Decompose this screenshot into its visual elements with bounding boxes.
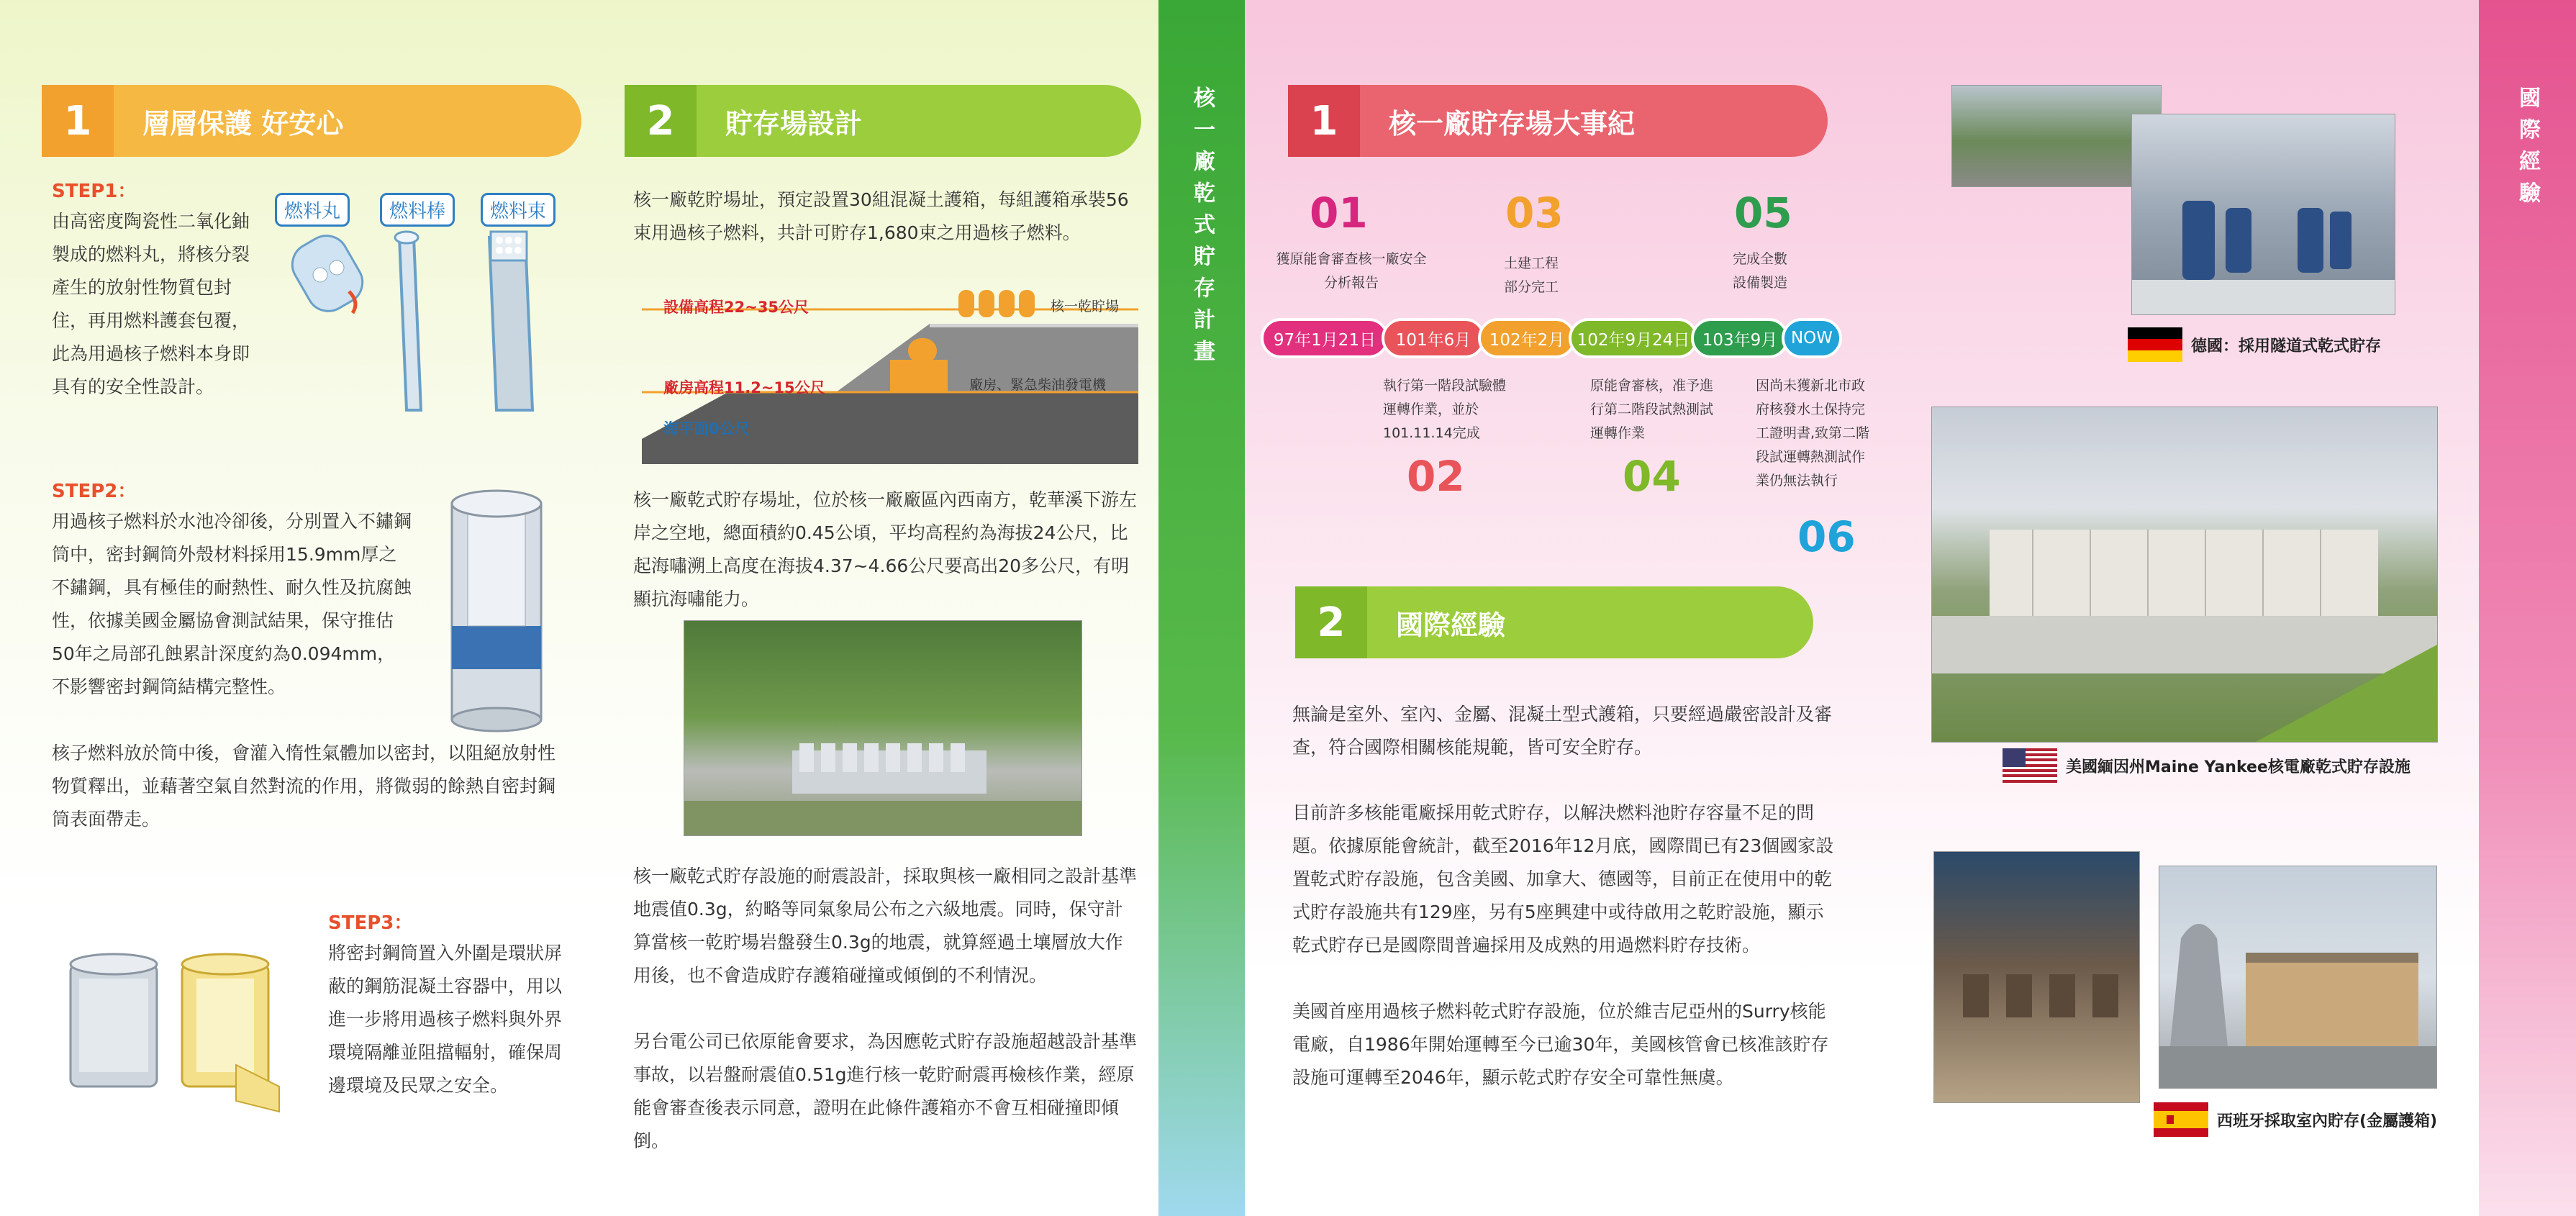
section-number: 1 — [1288, 85, 1360, 157]
label-sea-level: 海平面0公尺 — [663, 420, 750, 437]
germany-tunnel-exterior-photo — [1951, 85, 2162, 187]
elevation-diagram — [642, 284, 1138, 464]
fuel-rod-icon — [395, 232, 421, 410]
step1-text: 由高密度陶瓷性二氧化鈾製成的燃料丸，將核分裂產生的放射性物質包封住，再用燃料護套包覆，此為用過核子燃料本身即具有的安全性設計。 — [52, 211, 250, 397]
left-side-title: 核一廠乾式貯存計畫 — [1189, 86, 1215, 371]
right-side-strip — [2479, 0, 2576, 1216]
section-number: 2 — [1295, 586, 1367, 658]
step1-label: STEP1： — [52, 181, 137, 202]
dry-storage-site-photo — [684, 620, 1082, 836]
section-header-protection — [42, 85, 581, 157]
storage-para1: 核一廠乾貯場址，預定設置30組混凝土護箱，每組護箱承裝56束用過核子燃料，共計可貯存1,680束之用過核子燃料。 — [633, 189, 1129, 243]
caption-germany — [2128, 327, 2381, 362]
spain-indoor-photo — [1933, 851, 2140, 1103]
milestone-02-text: 執行第一階段試驗體運轉作業，並於101.11.14完成 — [1383, 378, 1507, 441]
milestone-05-number: 05 — [1734, 189, 1792, 237]
label-plant-elevation: 廠房高程11.2~15公尺 — [663, 379, 825, 396]
fuel-assembly-illustration — [281, 223, 583, 425]
caption-usa-text: 美國緬因州Maine Yankee核電廠乾式貯存設施 — [2066, 758, 2411, 776]
spain-flag-icon — [2154, 1102, 2208, 1137]
label-dry-storage: 核一乾貯場 — [1051, 299, 1120, 314]
milestone-04-text: 原能會審核，准予進行第二階段試熱測試運轉作業 — [1590, 378, 1714, 441]
section-header-international — [1295, 586, 1813, 658]
left-side-strip — [1158, 0, 1245, 1216]
step3-text: 將密封鋼筒置入外圍是環狀屏蔽的鋼筋混凝土容器中，用以進一步將用過核子燃料與外界環境隔離並阻擋輻射，確保周邊環境及民眾之安全。 — [328, 943, 563, 1096]
storage-para3: 核一廠乾式貯存設施的耐震設計，採取與核一廠相同之設計基準地震值0.3g，約略等同氣象局公布之六級地震。同時，保守計算當核一乾貯場岩盤發生0.3g的地震，就算經過土壤層放大作用後，也不會造成貯存護箱碰撞或傾倒的不利情況。 — [633, 866, 1138, 986]
usa-maine-yankee-photo — [1931, 407, 2438, 743]
timeline-pill-5: 103年9月 — [1691, 318, 1789, 358]
section-title: 貯存場設計 — [725, 106, 863, 140]
step3-label: STEP3： — [328, 912, 413, 934]
usa-flag-icon — [2003, 748, 2057, 783]
spain-facility-photo — [2159, 866, 2437, 1089]
fuel-bundle-icon — [489, 232, 532, 410]
milestone-03-number: 03 — [1505, 189, 1564, 237]
right-side-title: 國際經驗 — [2515, 86, 2540, 213]
germany-flag-icon — [2128, 327, 2182, 362]
step2-text-top: 用過核子燃料於水池冷卻後，分別置入不鏽鋼筒中，密封鋼筒外殼材料採用15.9mm厚之不鏽鋼，具有極佳的耐熱性、耐久性及抗腐蝕性，依據美國金屬協會測試結果，保守推估50年之局部孔蝕累計深度約為0.094mm，不影響密封鋼筒結構完整性。 — [52, 511, 412, 697]
caption-spain — [2154, 1102, 2437, 1137]
section-number: 1 — [42, 85, 114, 157]
timeline-pill-now: NOW — [1782, 318, 1842, 358]
section-header-storage-design — [625, 85, 1141, 157]
milestone-03-text: 土建工程部分完工 — [1504, 255, 1559, 295]
milestone-06-number: 06 — [1797, 512, 1856, 561]
tag-fuel-pellet: 燃料丸 — [275, 193, 350, 227]
timeline-pill-3: 102年2月 — [1478, 318, 1576, 358]
milestone-05-text: 完成全數設備製造 — [1733, 251, 1788, 291]
tag-fuel-rod: 燃料棒 — [380, 193, 455, 227]
intl-para3: 美國首座用過核子燃料乾式貯存設施，位於維吉尼亞州的Surry核能電廠，自1986年開始運轉至今已逾30年，美國核管會已核准該貯存設施可運轉至2046年，顯示乾式貯存安全可靠性無虞。 — [1292, 1001, 1829, 1088]
milestone-02-number: 02 — [1407, 452, 1465, 501]
milestone-01-number: 01 — [1310, 189, 1368, 237]
intl-para2: 目前許多核能電廠採用乾式貯存，以解決燃料池貯存容量不足的問題。依據原能會統計，截至2016年12月底，國際間已有23個國家設置乾式貯存設施，包含美國、加拿大、德國等，目前正在使用中的乾式貯存設施共有129座，另有5座興建中或待啟用之乾貯設施，顯示乾式貯存已是國際間普遍採用及成熟的用過燃料貯存技術。 — [1292, 802, 1834, 956]
section-title: 層層保護 好安心 — [142, 106, 344, 140]
milestone-01-text: 獲原能會審查核一廠安全分析報告 — [1276, 251, 1427, 291]
step2-label: STEP2： — [52, 481, 137, 502]
section-header-milestones — [1288, 85, 1828, 157]
milestone-06-text: 因尚未獲新北市政府核發水土保持完工證明書,致第二階段試運轉熱測試作業仍無法執行 — [1756, 378, 1870, 489]
storage-para2: 核一廠乾式貯存場址，位於核一廠廠區內西南方，乾華溪下游左岸之空地，總面積約0.45公頃，平均高程約為海拔24公尺，比起海嘯溯上高度在海拔4.37~4.66公尺要高出20多公尺，有明顯抗海嘯能力。 — [633, 489, 1138, 609]
timeline-bar — [1261, 318, 1851, 358]
storage-para4: 另台電公司已依原能會要求，為因應乾式貯存設施超越設計基準事故，以岩盤耐震值0.51g進行核一乾貯耐震再檢核作業，經原能會審查後表示同意，證明在此條件護箱亦不會互相碰撞即傾倒。 — [633, 1031, 1138, 1151]
caption-spain-text: 西班牙採取室內貯存(金屬護箱) — [2217, 1112, 2438, 1130]
caption-germany-text: 德國：採用隧道式乾式貯存 — [2191, 337, 2382, 355]
concrete-cask-illustration — [63, 950, 294, 1115]
milestone-04-number: 04 — [1623, 452, 1681, 501]
intl-para1: 無論是室外、室內、金屬、混凝土型式護箱，只要經過嚴密設計及審查，符合國際相關核能規範，皆可安全貯存。 — [1292, 704, 1833, 758]
sealed-canister-illustration — [432, 482, 561, 734]
section-number: 2 — [625, 85, 697, 157]
caption-usa — [2003, 748, 2411, 783]
label-plant-building: 廠房、緊急柴油發電機 — [969, 377, 1107, 393]
germany-tunnel-interior-photo — [2131, 114, 2395, 315]
label-equip-elevation: 設備高程22~35公尺 — [663, 299, 809, 316]
section-title: 核一廠貯存場大事紀 — [1389, 106, 1636, 140]
step2-text-bottom: 核子燃料放於筒中後，會灌入惰性氣體加以密封，以阻絕放射性物質釋出，並藉著空氣自然對流的作用，將微弱的餘熱自密封鋼筒表面帶走。 — [52, 743, 556, 830]
timeline-pill-4: 102年9月24日 — [1569, 318, 1698, 358]
section-title: 國際經驗 — [1396, 608, 1506, 641]
tag-fuel-bundle: 燃料束 — [481, 193, 555, 227]
timeline-pill-1: 97年1月21日 — [1261, 318, 1389, 358]
timeline-pill-2: 101年6月 — [1382, 318, 1485, 358]
fuel-pellet-icon — [284, 228, 370, 319]
